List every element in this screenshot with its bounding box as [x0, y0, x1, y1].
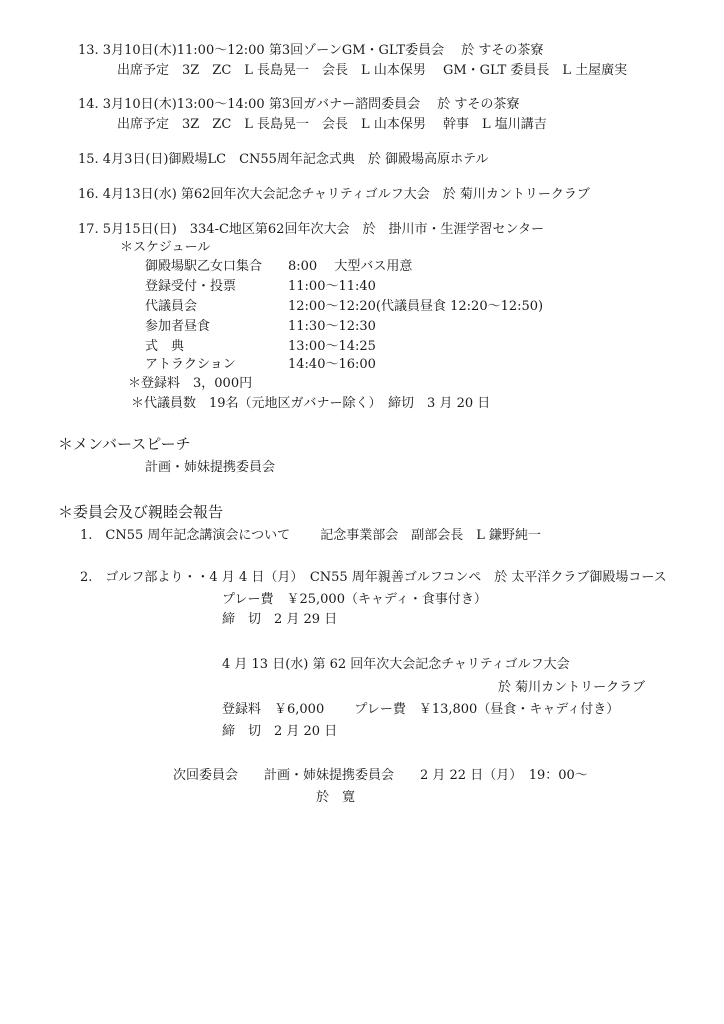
- schedule-time: 12:00～12:20(代議員昼食 12:20～12:50): [288, 299, 544, 314]
- member-speech-heading: ＊メンバースピーチ: [58, 435, 191, 453]
- report-3-fee: 登録料 ￥6,000 プレー費 ￥13,800（昼食・キャディ付き）: [222, 702, 620, 717]
- report-3-venue: 於 菊川カントリークラブ: [498, 680, 646, 695]
- reports-heading: ＊委員会及び親睦会報告: [58, 503, 224, 521]
- member-speech-content: 計画・姉妹提携委員会: [145, 460, 276, 475]
- delegates-count: ＊代議員数 19名（元地区ガバナー除く） 締切 3 月 20 日: [131, 396, 491, 411]
- schedule-item: 登録受付・投票: [145, 279, 237, 294]
- next-meeting: 次回委員会 計画・姉妹提携委員会 2 月 22 日（月） 19：00～: [173, 768, 588, 783]
- schedule-time: 11:30～12:30: [288, 319, 376, 334]
- item-16-line: 16. 4月13日(水) 第62回年次大会記念チャリティゴルフ大会 於 菊川カントリークラブ: [78, 187, 590, 202]
- schedule-time: 11:00～11:40: [288, 279, 376, 294]
- report-2-fee: プレー費 ￥25,000（キャディ・食事付き）: [222, 592, 487, 607]
- schedule-time: 13:00～14:25: [288, 339, 376, 354]
- schedule-item: 御殿場駅乙女口集合: [145, 259, 263, 274]
- item-13-attendees: 出席予定 3Z ZC L 長島晃一 会長 L 山本保男 GM・GLT 委員長 L 土屋廣実: [117, 63, 628, 78]
- report-2-deadline: 締 切 2 月 29 日: [222, 612, 338, 627]
- report-3: 4 月 13 日(水) 第 62 回年次大会記念チャリティゴルフ大会: [222, 657, 570, 672]
- item-14-attendees: 出席予定 3Z ZC L 長島晃一 会長 L 山本保男 幹事 L 塩川講吉: [117, 117, 547, 132]
- report-3-deadline: 締 切 2 月 20 日: [222, 724, 338, 739]
- item-17-line: 17. 5月15日(日) 334-C地区第62回年次大会 於 掛川市・生涯学習センター: [78, 222, 544, 237]
- report-1: 1. CN55 周年記念講演会について 記念事業部会 副部会長 L 鎌野純一: [80, 528, 542, 543]
- schedule-time: 8:00 大型バス用意: [288, 259, 413, 274]
- next-meeting-venue: 於 寛: [316, 790, 356, 805]
- registration-fee: ＊登録料 3，000円: [128, 376, 253, 391]
- schedule-label: ＊スケジュール: [120, 240, 211, 255]
- schedule-time: 14:40～16:00: [288, 357, 376, 372]
- report-2: 2. ゴルフ部より・・4 月 4 日（月） CN55 周年親善ゴルフコンペ 於 太平洋クラブ御殿場コース: [80, 570, 667, 585]
- schedule-item: 式 典: [145, 339, 185, 354]
- schedule-item: アトラクション: [145, 357, 236, 372]
- schedule-item: 代議員会: [145, 299, 198, 314]
- item-15-line: 15. 4月3日(日)御殿場LC CN55周年記念式典 於 御殿場高原ホテル: [78, 152, 489, 167]
- item-14-line: 14. 3月10日(木)13:00～14:00 第3回ガバナー諮問委員会 於 すその茶寮: [78, 97, 520, 112]
- schedule-item: 参加者昼食: [145, 319, 211, 334]
- item-13-line: 13. 3月10日(木)11:00～12:00 第3回ゾーンGM・GLT委員会 於 すその茶寮: [78, 43, 544, 58]
